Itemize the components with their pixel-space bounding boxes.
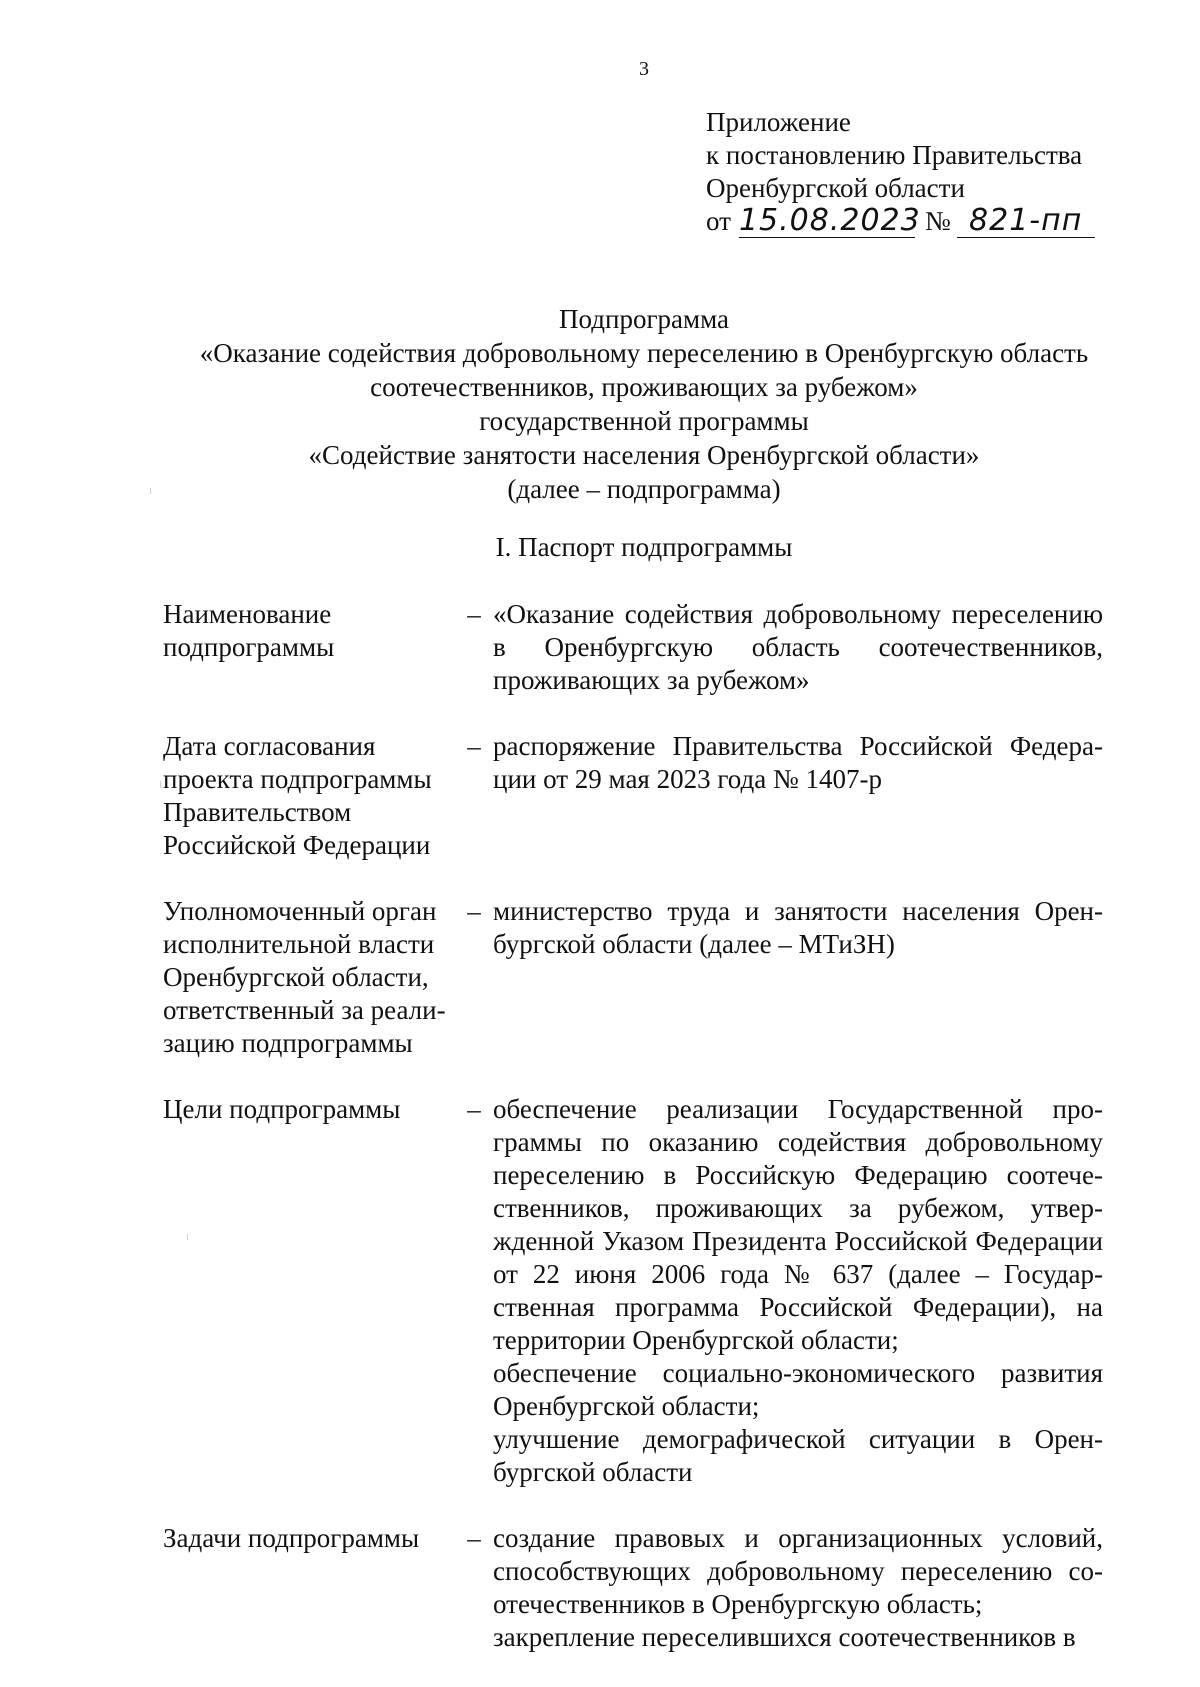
scan-speck bbox=[160, 781, 161, 788]
heading-line: государственной программы bbox=[479, 406, 809, 436]
row-paragraph: улучшение демографической ситуации в Оренбургской области bbox=[493, 1424, 1103, 1487]
row-name: Уполномоченный орган исполнительной власти Оренбургской области, ответственный за реализацию подпрограммы bbox=[163, 896, 446, 1058]
row-dash: – bbox=[467, 1523, 481, 1553]
number-sign: № bbox=[924, 206, 951, 236]
passport-row bbox=[163, 730, 1113, 862]
subprogram-heading bbox=[0, 302, 1200, 506]
page-number: 3 bbox=[639, 58, 649, 80]
row-dash: – bbox=[467, 1094, 481, 1124]
heading-line: соотечественников, проживающих за рубежом» bbox=[370, 372, 918, 402]
row-name: Наименование подпрограммы bbox=[163, 599, 335, 662]
row-paragraph: обеспечение социально-экономического развития Оренбургской области; bbox=[493, 1358, 1103, 1421]
row-paragraph: создание правовых и организационных условий, способствующих добровольному переселению соотечественников в Оренбургскую область; bbox=[493, 1523, 1103, 1619]
row-value bbox=[493, 1522, 1103, 1654]
appendix-date-line bbox=[706, 205, 1095, 238]
row-name: Дата согласования проекта подпрограммы Правительством Российской Федерации bbox=[163, 731, 432, 860]
row-dash: – bbox=[467, 731, 481, 761]
appendix-block bbox=[706, 106, 1095, 238]
heading-line: Подпрограмма bbox=[559, 304, 729, 334]
passport-row bbox=[163, 895, 1113, 1060]
scan-speck bbox=[187, 1234, 188, 1240]
row-dash: – bbox=[467, 896, 481, 926]
row-paragraph: «Оказание содействия добровольному переселению в Оренбургскую область соотечественников, проживающих за рубежом» bbox=[493, 599, 1103, 695]
row-value bbox=[493, 598, 1103, 697]
date-prefix: от bbox=[706, 206, 731, 236]
passport-row bbox=[163, 1522, 1113, 1654]
row-paragraph: обеспечение реализации Государственной программы по оказанию содействия добровольному переселению в Российскую Федерацию соотечественников, проживающих за рубежом, утвержденной Указом Президента Российской Федерации от 22 июня 2006 года № 637 (далее – Государственная программа Российской Федерации), на территории Оренбургской области; bbox=[493, 1094, 1103, 1355]
row-value bbox=[493, 1093, 1103, 1489]
row-paragraph: министерство труда и занятости населения Оренбургской области (далее – МТиЗН) bbox=[493, 896, 1103, 959]
row-dash: – bbox=[467, 599, 481, 629]
passport-table bbox=[163, 598, 1113, 1687]
passport-row bbox=[163, 1093, 1113, 1489]
appendix-line: Оренбургской области bbox=[706, 173, 965, 203]
handwritten-date: 15.08.2023 bbox=[738, 203, 921, 238]
row-name: Задачи подпрограммы bbox=[163, 1523, 420, 1553]
row-name: Цели подпрограммы bbox=[163, 1094, 401, 1124]
heading-line: «Оказание содействия добровольному переселению в Оренбургскую область bbox=[199, 338, 1089, 368]
row-paragraph: закрепление переселившихся соотечественников в bbox=[493, 1622, 1076, 1652]
row-value bbox=[493, 730, 1103, 796]
row-paragraph: распоряжение Правительства Российской Федерации от 29 мая 2023 года № 1407-р bbox=[493, 731, 1103, 794]
appendix-line: Приложение bbox=[706, 107, 851, 137]
section-title: I. Паспорт подпрограммы bbox=[495, 532, 793, 562]
heading-line: «Содействие занятости населения Оренбургской области» bbox=[308, 440, 980, 470]
scan-speck bbox=[150, 488, 151, 494]
handwritten-number: 821-пп bbox=[957, 205, 1095, 238]
row-value bbox=[493, 895, 1103, 961]
appendix-line: к постановлению Правительства bbox=[706, 140, 1083, 170]
heading-line: (далее – подпрограмма) bbox=[507, 474, 781, 504]
passport-row bbox=[163, 598, 1113, 697]
